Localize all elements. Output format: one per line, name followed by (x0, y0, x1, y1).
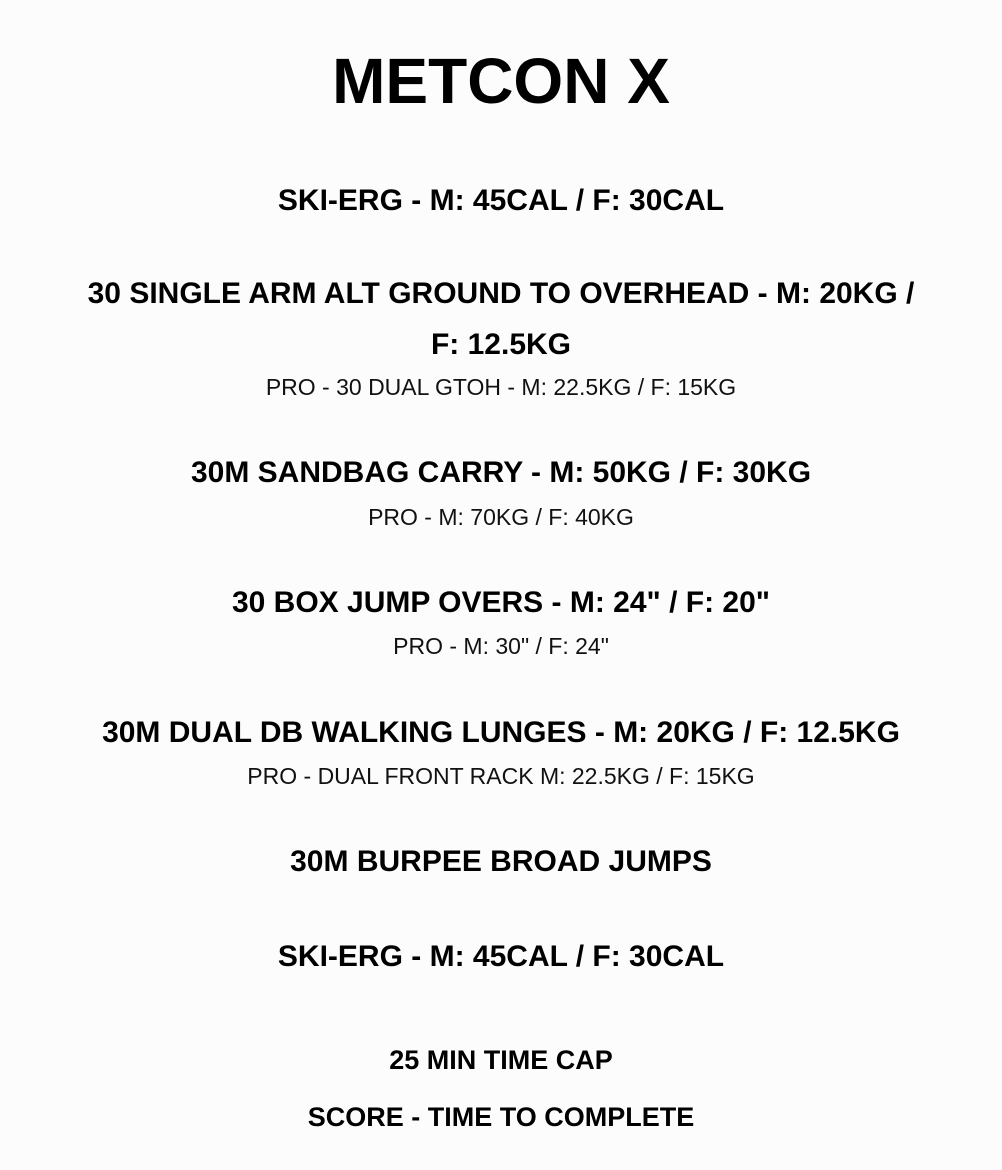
ski-erg-first-item: SKI-ERG - M: 45CAL / F: 30CAL (277, 184, 725, 217)
box-jump-overs-pro-option: PRO - M: 30" / F: 24" (393, 633, 609, 659)
time-cap: 25 MIN TIME CAP (389, 1045, 613, 1075)
sandbag-carry-pro-option: PRO - M: 70KG / F: 40KG (368, 504, 634, 530)
box-jump-overs-item: 30 BOX JUMP OVERS - M: 24" / F: 20" (231, 586, 771, 619)
score-instruction: SCORE - TIME TO COMPLETE (307, 1102, 695, 1132)
ski-erg-final-item: SKI-ERG - M: 45CAL / F: 30CAL (277, 940, 725, 973)
walking-lunges-item: 30M DUAL DB WALKING LUNGES - M: 20KG / F: 12.5KG (102, 716, 900, 749)
ground-to-overhead-pro-option: PRO - 30 DUAL GTOH - M: 22.5KG / F: 15KG (265, 374, 737, 400)
page-title: METCON X (332, 45, 670, 117)
walking-lunges-pro-option: PRO - DUAL FRONT RACK M: 22.5KG / F: 15KG (247, 763, 755, 789)
ground-to-overhead-item-line-1: 30 SINGLE ARM ALT GROUND TO OVERHEAD - M: 20KG / (87, 277, 915, 310)
sandbag-carry-item: 30M SANDBAG CARRY - M: 50KG / F: 30KG (190, 456, 812, 489)
burpee-broad-jumps-item: 30M BURPEE BROAD JUMPS (290, 845, 712, 878)
ground-to-overhead-item-line-2: F: 12.5KG (430, 328, 572, 361)
